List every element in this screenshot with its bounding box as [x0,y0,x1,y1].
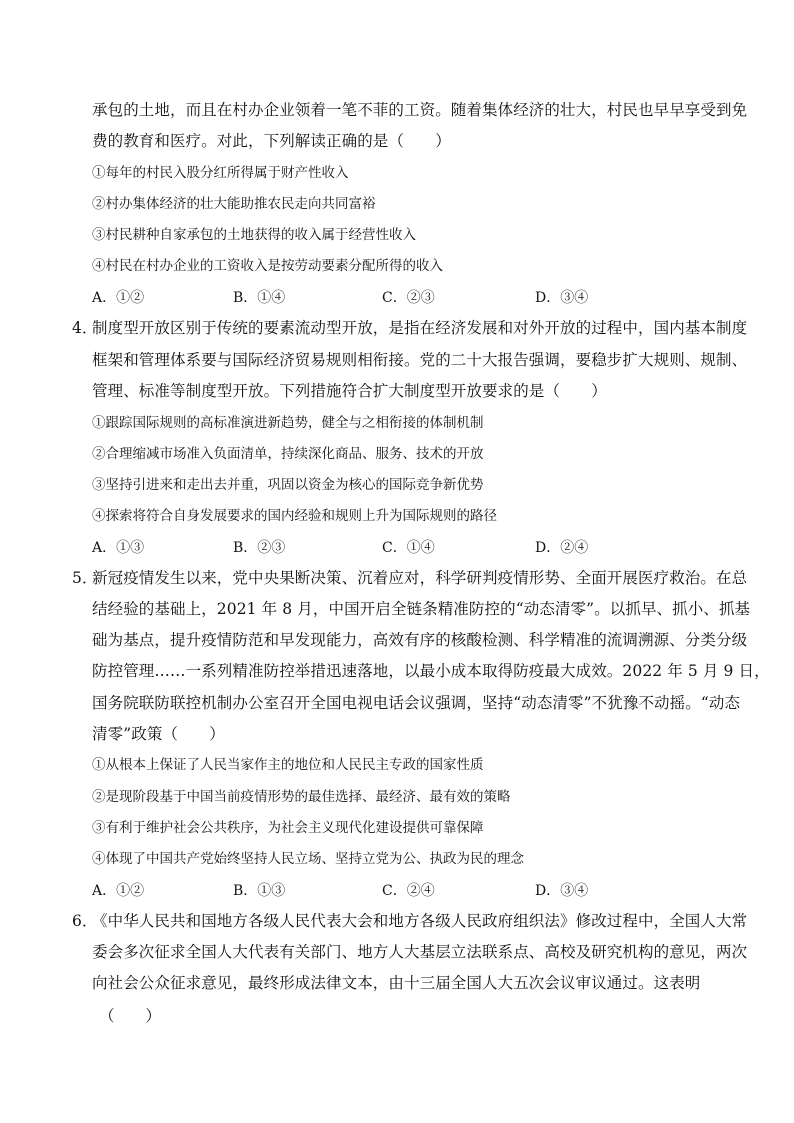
question-number: 6． [72,912,98,930]
choice-c[interactable]: C．②④ [382,883,435,899]
question-6-stem-line: 向社会公众征求意见，最终形成法律文本，由十三届全国人大五次会议审议通过。这表明 [92,974,701,992]
question-5-choices [92,880,692,900]
choice-a[interactable]: A．①③ [92,540,145,556]
choice-a[interactable]: A．①② [92,290,145,306]
question-4-stem-text: 制度型开放区别于传统的要素流动型开放，是指在经济发展和对外开放的过程中，国内基本制度 [92,319,748,337]
question-5-stem-line: 国务院联防联控机制办公室召开全国电视电话会议强调，坚持“动态清零”不犹豫不动摇。“动态 [92,694,741,712]
question-5-option-3: ③有利于维护社会公共秩序，为社会主义现代化建设提供可靠保障 [92,820,484,836]
question-5-stem-line: 防控管理……一系列精准防控举措迅速落地，以最小成本取得防疫最大成效。2022 年 5 月 9 日， [92,662,770,680]
question-5-option-2: ②是现阶段基于中国当前疫情形势的最佳选择、最经济、最有效的策略 [92,789,511,805]
question-3-stem-line: 承包的土地，而且在村办企业领着一笔不菲的工资。随着集体经济的壮大，村民也早早享受到免 [92,101,748,119]
choice-b[interactable]: B．①③ [233,883,286,899]
question-5-stem-line: 结经验的基础上，2021 年 8 月，中国开启全链条精准防控的“动态清零”。以抓早、抓小、抓基 [92,600,751,618]
choice-c[interactable]: C．②③ [382,290,435,306]
question-5-option-1: ①从根本上保证了人民当家作主的地位和人民民主专政的国家性质 [92,757,484,773]
question-6-stem-line [72,911,748,931]
question-5-option-4: ④体现了中国共产党始终坚持人民立场、坚持立党为公、执政为民的理念 [92,851,524,867]
choice-a[interactable]: A．①② [92,883,145,899]
question-3-stem-line: 费的教育和医疗。对此，下列解读正确的是（ ） [92,132,451,150]
question-4-option-3: ③坚持引进来和走出去并重，巩固以资金为核心的国际竞争新优势 [92,477,484,493]
question-4-stem-line: 管理、标准等制度型开放。下列措施符合扩大制度型开放要求的是（ ） [92,382,607,400]
question-6-stem-line: 委会多次征求全国人大代表有关部门、地方人大基层立法联系点、高校及研究机构的意见，两次 [92,943,748,961]
choice-c[interactable]: C．①④ [382,540,435,556]
question-4-stem-line: 框架和管理体系要与国际经济贸易规则相衔接。党的二十大报告强调，要稳步扩大规则、规制、 [92,351,748,369]
choice-b[interactable]: B．①④ [233,290,286,306]
question-6-answer-parenthesis[interactable]: （ ） [99,1007,162,1025]
question-5-stem-line: 础为基点，提升疫情防范和早发现能力，高效有序的核酸检测、科学精准的流调溯源、分类分级 [92,631,748,649]
question-number: 5． [72,569,98,587]
choice-d[interactable]: D．③④ [535,290,589,306]
choice-b[interactable]: B．②③ [233,540,286,556]
question-3-option-2: ②村办集体经济的壮大能助推农民走向共同富裕 [92,196,376,212]
question-4-option-1: ①跟踪国际规则的高标准演进新趋势，健全与之相衔接的体制机制 [92,415,484,431]
choice-d[interactable]: D．③④ [535,883,589,899]
question-5-stem-text: 新冠疫情发生以来，党中央果断决策、沉着应对，科学研判疫情形势、全面开展医疗救治。在总 [92,569,748,587]
question-number: 4． [72,319,98,337]
question-5-stem-line [72,568,748,588]
question-6-stem-text: 《中华人民共和国地方各级人民代表大会和地方各级人民政府组织法》修改过程中，全国人大常 [92,912,748,930]
question-4-stem-line [72,318,748,338]
question-3-option-1: ①每年的村民入股分红所得属于财产性收入 [92,165,349,181]
choice-d[interactable]: D．②④ [535,540,589,556]
question-5-stem-line: 清零”政策（ ） [92,725,225,743]
question-3-choices [92,287,692,307]
question-4-option-4: ④探索将符合自身发展要求的国内经验和规则上升为国际规则的路径 [92,508,497,524]
question-4-choices [92,537,692,557]
question-4-option-2: ②合理缩减市场准入负面清单，持续深化商品、服务、技术的开放 [92,446,484,462]
question-3-option-3: ③村民耕种自家承包的土地获得的收入属于经营性收入 [92,227,416,243]
question-3-option-4: ④村民在村办企业的工资收入是按劳动要素分配所得的收入 [92,258,443,274]
